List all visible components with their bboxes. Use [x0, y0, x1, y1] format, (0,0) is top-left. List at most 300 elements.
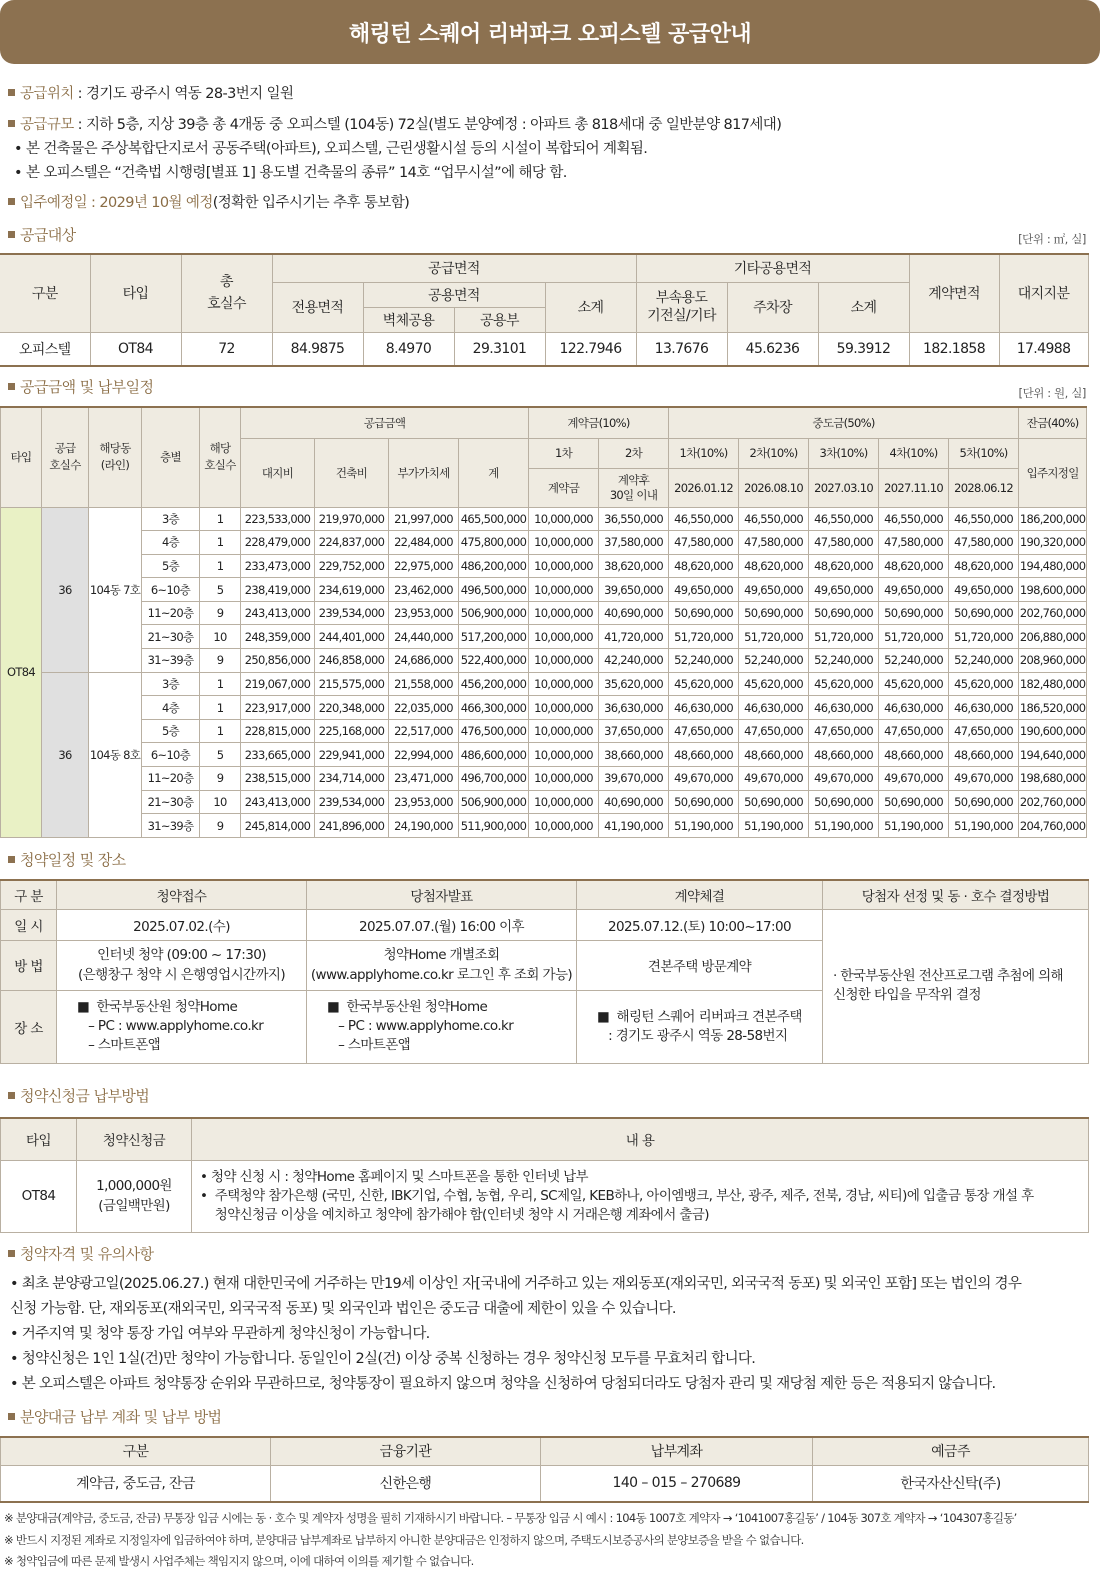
cell: 10,000,000	[529, 790, 599, 814]
header-deposit-amount: 청약신청금	[77, 1118, 192, 1160]
cell: 9	[200, 767, 241, 791]
cell: 49,650,000	[949, 578, 1019, 602]
cell: 10,000,000	[529, 719, 599, 743]
cell: 49,670,000	[809, 767, 879, 791]
cell: 190,600,000	[1019, 719, 1087, 743]
header-wall-common: 벽체공용	[363, 307, 454, 332]
table-row	[1, 672, 1087, 696]
move-in-text: (정확한 입주시기는 추후 통보함)	[212, 195, 410, 211]
header-decision: 당첨자 선정 및 동 · 호수 결정방법	[823, 880, 1089, 909]
section-label: 청약신청금 납부방법	[20, 1087, 150, 1105]
header-sum: 계	[459, 438, 529, 507]
cell: 224,837,000	[315, 531, 389, 555]
cell: 465,500,000	[459, 507, 529, 531]
location-label: 공급위치	[20, 86, 74, 102]
cell: 48,620,000	[949, 554, 1019, 578]
contract-method: 견본주택 방문계약	[577, 940, 823, 990]
header-subtotal-2: 소계	[818, 282, 909, 332]
header-contract-area: 계약면적	[909, 254, 999, 332]
cell: 219,970,000	[315, 507, 389, 531]
cell: 40,690,000	[599, 601, 669, 625]
line-cell: 104동 7호	[89, 507, 142, 672]
cell: 239,534,000	[315, 790, 389, 814]
cell: 1	[200, 672, 241, 696]
cell: 41,190,000	[599, 814, 669, 838]
cell: 45,620,000	[949, 672, 1019, 696]
header-land-cost: 대지비	[241, 438, 315, 507]
header-content: 내 용	[192, 1118, 1089, 1160]
cell: 52,240,000	[879, 649, 949, 673]
cell: 46,550,000	[809, 507, 879, 531]
header-common-area: 공용면적	[363, 282, 545, 307]
header-type: 타입	[90, 254, 181, 332]
unit-label: [단위 : 원, 실]	[1018, 386, 1086, 400]
account-gubun: 계약금, 중도금, 잔금	[1, 1465, 271, 1502]
cell: 22,994,000	[389, 743, 459, 767]
cell: 190,320,000	[1019, 531, 1087, 555]
section-title-schedule	[8, 850, 126, 870]
header-holder: 예금주	[813, 1437, 1089, 1465]
cell: 47,580,000	[739, 531, 809, 555]
cell: 52,240,000	[669, 649, 739, 673]
floor-cell: 11~20층	[142, 767, 200, 791]
floor-cell: 3층	[142, 507, 200, 531]
header-contract: 계약체결	[577, 880, 823, 909]
cell: 5	[200, 578, 241, 602]
cell: 456,200,000	[459, 672, 529, 696]
header-middle-1: 1차(10%)	[669, 438, 739, 468]
cell: 24,190,000	[389, 814, 459, 838]
cell: 47,650,000	[809, 719, 879, 743]
cell: 228,479,000	[241, 531, 315, 555]
cell: 10	[200, 625, 241, 649]
cell: 23,953,000	[389, 601, 459, 625]
header-gubun: 구분	[0, 254, 90, 332]
deposit-type: OT84	[1, 1160, 77, 1232]
cell: 223,917,000	[241, 696, 315, 720]
header-gubun: 구분	[1, 1437, 271, 1465]
header-subtotal: 소계	[545, 282, 636, 332]
floor-cell: 21~30층	[142, 790, 200, 814]
cell: 48,620,000	[669, 554, 739, 578]
announcement-method: 청약Home 개별조회 (www.applyhome.co.kr 로그인 후 조회 가능)	[307, 940, 577, 990]
cell: 48,660,000	[669, 743, 739, 767]
scale-label: 공급규모	[20, 117, 74, 133]
announcement-place: ■ 한국부동산원 청약Home – PC : www.applyhome.co.kr – 스마트폰앱	[307, 990, 577, 1063]
cell: 10,000,000	[529, 507, 599, 531]
cell: 486,200,000	[459, 554, 529, 578]
table-row	[1, 814, 1087, 838]
cell: 72	[181, 332, 272, 366]
bullet-square-icon	[8, 89, 15, 96]
location-text: : 경기도 광주시 역동 28-3번지 일원	[73, 86, 294, 102]
application-place: ■ 한국부동산원 청약Home – PC : www.applyhome.co.kr – 스마트폰앱	[57, 990, 307, 1063]
header-middle: 중도금(50%)	[669, 407, 1019, 438]
header-line: 해당동 (라인)	[89, 407, 142, 507]
cell: 13.7676	[636, 332, 727, 366]
header-announcement: 당첨자발표	[307, 880, 577, 909]
section-title-account	[8, 1407, 221, 1427]
header-balance: 잔금(40%)	[1019, 407, 1087, 438]
cell: 24,686,000	[389, 649, 459, 673]
cell: 50,690,000	[739, 790, 809, 814]
header-total: 총 호실수	[181, 254, 272, 332]
supply-scale	[8, 115, 781, 135]
cell: 36,550,000	[599, 507, 669, 531]
account-holder: 한국자산신탁(주)	[813, 1465, 1089, 1502]
header-units: 해당 호실수	[200, 407, 241, 507]
cell: 182.1858	[909, 332, 999, 366]
header-land-share: 대지지분	[999, 254, 1088, 332]
deposit-table	[0, 1117, 1089, 1233]
header-middle-5: 5차(10%)	[949, 438, 1019, 468]
cell: 48,660,000	[809, 743, 879, 767]
cell: 48,620,000	[739, 554, 809, 578]
header-move-in-date: 입주지정일	[1019, 438, 1087, 507]
table-row	[1, 625, 1087, 649]
cell: 23,953,000	[389, 790, 459, 814]
header-middle-4-date: 2027.11.10	[879, 468, 949, 507]
supply-units-cell: 36	[42, 507, 89, 672]
cell: 223,533,000	[241, 507, 315, 531]
cell: 228,815,000	[241, 719, 315, 743]
cell: 122.7946	[545, 332, 636, 366]
header-private-area: 전용면적	[272, 282, 363, 332]
qualification-bullet-3: • 청약신청은 1인 1실(건)만 청약이 가능합니다. 동일인이 2실(건) 이상 중복 신청하는 경우 청약신청 모두를 무효처리 합니다.	[10, 1351, 756, 1367]
cell: 24,440,000	[389, 625, 459, 649]
cell: 46,630,000	[949, 696, 1019, 720]
cell: 10,000,000	[529, 625, 599, 649]
cell: 198,600,000	[1019, 578, 1087, 602]
table-row	[1, 719, 1087, 743]
cell: 36,630,000	[599, 696, 669, 720]
cell: 206,880,000	[1019, 625, 1087, 649]
header-middle-3-date: 2027.03.10	[809, 468, 879, 507]
cell: 49,670,000	[739, 767, 809, 791]
header-etc-area: 기타공용면적	[636, 254, 909, 282]
cell: 9	[200, 814, 241, 838]
floor-cell: 5층	[142, 554, 200, 578]
unit-label: [단위 : ㎡, 실]	[1018, 232, 1086, 246]
cell: 243,413,000	[241, 601, 315, 625]
cell: 40,690,000	[599, 790, 669, 814]
cell: 50,690,000	[809, 790, 879, 814]
cell: 47,650,000	[669, 719, 739, 743]
cell: 208,960,000	[1019, 649, 1087, 673]
header-middle-1-date: 2026.01.12	[669, 468, 739, 507]
cell: 186,200,000	[1019, 507, 1087, 531]
floor-cell: 6~10층	[142, 578, 200, 602]
cell: 48,620,000	[809, 554, 879, 578]
cell: 10,000,000	[529, 743, 599, 767]
deposit-content	[192, 1160, 1089, 1232]
cell: 22,975,000	[389, 554, 459, 578]
cell: 51,720,000	[949, 625, 1019, 649]
header-deposit-1: 1차	[529, 438, 599, 468]
section-label: 공급대상	[20, 226, 76, 244]
cell: 47,580,000	[949, 531, 1019, 555]
header-type: 타입	[1, 1118, 77, 1160]
header-floor: 층별	[142, 407, 200, 507]
section-title-supply-target	[8, 225, 76, 245]
cell: 23,462,000	[389, 578, 459, 602]
section-title-deposit	[8, 1086, 149, 1106]
cell: 246,858,000	[315, 649, 389, 673]
header-middle-2-date: 2026.08.10	[739, 468, 809, 507]
cell: 45,620,000	[669, 672, 739, 696]
section-label: 청약일정 및 장소	[20, 851, 126, 869]
row-label-place: 장 소	[1, 990, 57, 1063]
header-deposit-1-sub: 계약금	[529, 468, 599, 507]
table-row	[1, 601, 1087, 625]
page-title: 해링턴 스퀘어 리버파크 오피스텔 공급안내	[348, 21, 752, 47]
title-banner	[0, 0, 1100, 64]
cell: 41,720,000	[599, 625, 669, 649]
row-label-method: 방 법	[1, 940, 57, 990]
row-label-date: 일 시	[1, 909, 57, 940]
cell: 42,240,000	[599, 649, 669, 673]
cell: 51,720,000	[739, 625, 809, 649]
cell: 10,000,000	[529, 672, 599, 696]
application-method: 인터넷 청약 (09:00 ~ 17:30) (은행창구 청약 시 은행영업시간까지)	[57, 940, 307, 990]
floor-cell: 11~20층	[142, 601, 200, 625]
cell: 49,670,000	[949, 767, 1019, 791]
contract-place: ■ 해링턴 스퀘어 리버파크 견본주택 : 경기도 광주시 역동 28-58번지	[577, 990, 823, 1063]
cell: 496,700,000	[459, 767, 529, 791]
cell: 1	[200, 531, 241, 555]
cell: 47,650,000	[949, 719, 1019, 743]
cell: 47,580,000	[879, 531, 949, 555]
cell: 51,190,000	[669, 814, 739, 838]
cell: 47,650,000	[879, 719, 949, 743]
type-cell: OT84	[1, 507, 42, 837]
table-row	[0, 332, 1088, 366]
cell: 35,620,000	[599, 672, 669, 696]
account-table	[0, 1436, 1089, 1503]
cell: 198,680,000	[1019, 767, 1087, 791]
cell: 50,690,000	[949, 601, 1019, 625]
header-vat: 부가가치세	[389, 438, 459, 507]
account-number: 140 – 015 – 270689	[541, 1465, 813, 1502]
header-middle-2: 2차(10%)	[739, 438, 809, 468]
cell: 49,670,000	[879, 767, 949, 791]
cell: 1	[200, 554, 241, 578]
cell: 49,650,000	[739, 578, 809, 602]
cell: 466,300,000	[459, 696, 529, 720]
announcement-date: 2025.07.07.(월) 16:00 이후	[307, 909, 577, 940]
qualification-bullet-1b: 신청 가능함. 단, 재외동포(재외국민, 외국국적 동포) 및 외국인과 법인은 중도금 대출에 제한이 있을 수 있습니다.	[10, 1301, 676, 1317]
bullet-square-icon	[8, 231, 15, 238]
cell: 37,580,000	[599, 531, 669, 555]
cell: 48,660,000	[949, 743, 1019, 767]
cell: 238,419,000	[241, 578, 315, 602]
header-deposit-2: 2차	[599, 438, 669, 468]
cell: 52,240,000	[809, 649, 879, 673]
cell: 202,760,000	[1019, 790, 1087, 814]
scale-bullet-1: • 본 건축물은 주상복합단지로서 공동주택(아파트), 오피스텔, 근린생활시설 등의 시설이 복합되어 계획됨.	[14, 141, 648, 157]
cell: 234,714,000	[315, 767, 389, 791]
cell: 182,480,000	[1019, 672, 1087, 696]
section-label: 청약자격 및 유의사항	[20, 1245, 154, 1263]
cell: 10,000,000	[529, 696, 599, 720]
cell: 10,000,000	[529, 814, 599, 838]
header-type: 타입	[1, 407, 42, 507]
cell: 1	[200, 696, 241, 720]
footnote-2: ※ 반드시 지정된 계좌로 지정일자에 입금하여야 하며, 분양대금 납부계좌로 납부하지 아니한 분양대금은 인정하지 않으며, 주택도시보증공사의 분양보증을 받을 수 없습니다.	[4, 1533, 804, 1547]
cell: 38,620,000	[599, 554, 669, 578]
cell: 45,620,000	[739, 672, 809, 696]
cell: 50,690,000	[879, 790, 949, 814]
cell: 48,660,000	[739, 743, 809, 767]
cell: 49,650,000	[669, 578, 739, 602]
cell: 51,190,000	[949, 814, 1019, 838]
cell: 225,168,000	[315, 719, 389, 743]
cell: 496,500,000	[459, 578, 529, 602]
header-building-cost: 건축비	[315, 438, 389, 507]
cell: 517,200,000	[459, 625, 529, 649]
qualification-bullet-1: • 최초 분양광고일(2025.06.27.) 현재 대한민국에 거주하는 만19세 이상인 자[국내에 거주하고 있는 재외동포(재외국민, 외국국적 동포) 및 외국인 포함] 또는 법인의 경우	[10, 1276, 1022, 1292]
cell: 486,600,000	[459, 743, 529, 767]
floor-cell: 31~39층	[142, 649, 200, 673]
move-in-label: 입주예정일 : 2029년 10월 예정	[20, 195, 213, 211]
section-title-qualification	[8, 1244, 153, 1264]
cell: 522,400,000	[459, 649, 529, 673]
cell: 194,480,000	[1019, 554, 1087, 578]
cell: 45,620,000	[879, 672, 949, 696]
cell: 51,720,000	[879, 625, 949, 649]
footnote-1: ※ 분양대금(계약금, 중도금, 잔금) 무통장 입금 시에는 동 · 호수 및 계약자 성명을 필히 기재하시기 바랍니다. – 무통장 입금 시 예시 : 104동 1007호 계약자 → ‘1041007홍길동’ / 104동 307호 계약자 → ‘104307홍길동’	[4, 1511, 1017, 1525]
cell: 17.4988	[999, 332, 1088, 366]
cell: 47,580,000	[669, 531, 739, 555]
floor-cell: 21~30층	[142, 625, 200, 649]
table-row	[1, 696, 1087, 720]
table-row	[1, 507, 1087, 531]
cell: 38,660,000	[599, 743, 669, 767]
qualification-bullet-2: • 거주지역 및 청약 통장 가입 여부와 무관하게 청약신청이 가능합니다.	[10, 1326, 430, 1342]
cell: 239,534,000	[315, 601, 389, 625]
table-row	[1, 578, 1087, 602]
contract-date: 2025.07.12.(토) 10:00~17:00	[577, 909, 823, 940]
price-table	[0, 406, 1087, 838]
cell: 241,896,000	[315, 814, 389, 838]
cell: 46,550,000	[949, 507, 1019, 531]
header-price: 공급금액	[241, 407, 529, 438]
cell: 51,190,000	[739, 814, 809, 838]
cell: 204,760,000	[1019, 814, 1087, 838]
cell: 49,670,000	[669, 767, 739, 791]
supply-units-cell: 36	[42, 672, 89, 837]
floor-cell: 31~39층	[142, 814, 200, 838]
footnote-3: ※ 청약입금에 따른 문제 발생시 사업주체는 책임지지 않으며, 이에 대하여 이의를 제기할 수 없습니다.	[4, 1554, 474, 1568]
cell: 50,690,000	[669, 790, 739, 814]
cell: 10,000,000	[529, 649, 599, 673]
cell: 46,550,000	[739, 507, 809, 531]
bullet-square-icon	[8, 1092, 15, 1099]
cell: 50,690,000	[809, 601, 879, 625]
header-parking: 주차장	[727, 282, 818, 332]
bullet-square-icon	[8, 120, 15, 127]
header-aux: 부속용도 기전실/기타	[636, 282, 727, 332]
cell: 8.4970	[363, 332, 454, 366]
cell: 45,620,000	[809, 672, 879, 696]
cell: 243,413,000	[241, 790, 315, 814]
section-label: 분양대금 납부 계좌 및 납부 방법	[20, 1408, 222, 1426]
cell: 1	[200, 719, 241, 743]
floor-cell: 5층	[142, 719, 200, 743]
cell: 10	[200, 790, 241, 814]
cell: 10,000,000	[529, 601, 599, 625]
floor-cell: 6~10층	[142, 743, 200, 767]
cell: 10,000,000	[529, 767, 599, 791]
account-bank: 신한은행	[271, 1465, 541, 1502]
cell: 51,720,000	[809, 625, 879, 649]
cell: 50,690,000	[739, 601, 809, 625]
floor-cell: 3층	[142, 672, 200, 696]
table-row	[1, 743, 1087, 767]
cell: 22,517,000	[389, 719, 459, 743]
cell: 39,670,000	[599, 767, 669, 791]
deposit-amount: 1,000,000원 (금일백만원)	[77, 1160, 192, 1232]
cell: 46,550,000	[669, 507, 739, 531]
cell: 250,856,000	[241, 649, 315, 673]
cell: 9	[200, 601, 241, 625]
cell: 50,690,000	[669, 601, 739, 625]
application-date: 2025.07.02.(수)	[57, 909, 307, 940]
cell: 22,484,000	[389, 531, 459, 555]
header-supply-units: 공급 호실수	[42, 407, 89, 507]
floor-cell: 4층	[142, 696, 200, 720]
section-label: 공급금액 및 납부일정	[20, 378, 154, 396]
cell: 46,630,000	[879, 696, 949, 720]
line-cell: 104동 8호	[89, 672, 142, 837]
cell: 476,500,000	[459, 719, 529, 743]
cell: 50,690,000	[949, 790, 1019, 814]
cell: 52,240,000	[739, 649, 809, 673]
cell: 47,650,000	[739, 719, 809, 743]
cell: 10,000,000	[529, 578, 599, 602]
cell: 229,752,000	[315, 554, 389, 578]
header-middle-3: 3차(10%)	[809, 438, 879, 468]
cell: 48,660,000	[879, 743, 949, 767]
cell: 5	[200, 743, 241, 767]
cell: 202,760,000	[1019, 601, 1087, 625]
cell: 46,550,000	[879, 507, 949, 531]
scale-text: : 지하 5층, 지상 39층 총 4개동 중 오피스텔 (104동) 72실(별도 분양예정 : 아파트 총 818세대 중 일반분양 817세대)	[73, 117, 782, 133]
cell: 194,640,000	[1019, 743, 1087, 767]
table-row	[1, 767, 1087, 791]
cell: 475,800,000	[459, 531, 529, 555]
bullet-square-icon	[8, 198, 15, 205]
header-deposit-2-sub: 계약후 30일 이내	[599, 468, 669, 507]
cell: 51,190,000	[879, 814, 949, 838]
cell: 50,690,000	[879, 601, 949, 625]
header-shared: 공용부	[454, 307, 545, 332]
move-in-date	[8, 193, 409, 213]
header-application: 청약접수	[57, 880, 307, 909]
cell: 22,035,000	[389, 696, 459, 720]
cell: 21,997,000	[389, 507, 459, 531]
header-account: 납부계좌	[541, 1437, 813, 1465]
cell: 29.3101	[454, 332, 545, 366]
cell: 47,580,000	[809, 531, 879, 555]
bullet-square-icon	[8, 1413, 15, 1420]
header-supply-area: 공급면적	[272, 254, 636, 282]
cell: 219,067,000	[241, 672, 315, 696]
schedule-table	[0, 879, 1089, 1064]
scale-bullet-2: • 본 오피스텔은 “건축법 시행령[별표 1] 용도별 건축물의 종류” 14호 “업무시설”에 해당 함.	[14, 165, 567, 181]
bullet-square-icon	[8, 1250, 15, 1257]
cell: 238,515,000	[241, 767, 315, 791]
